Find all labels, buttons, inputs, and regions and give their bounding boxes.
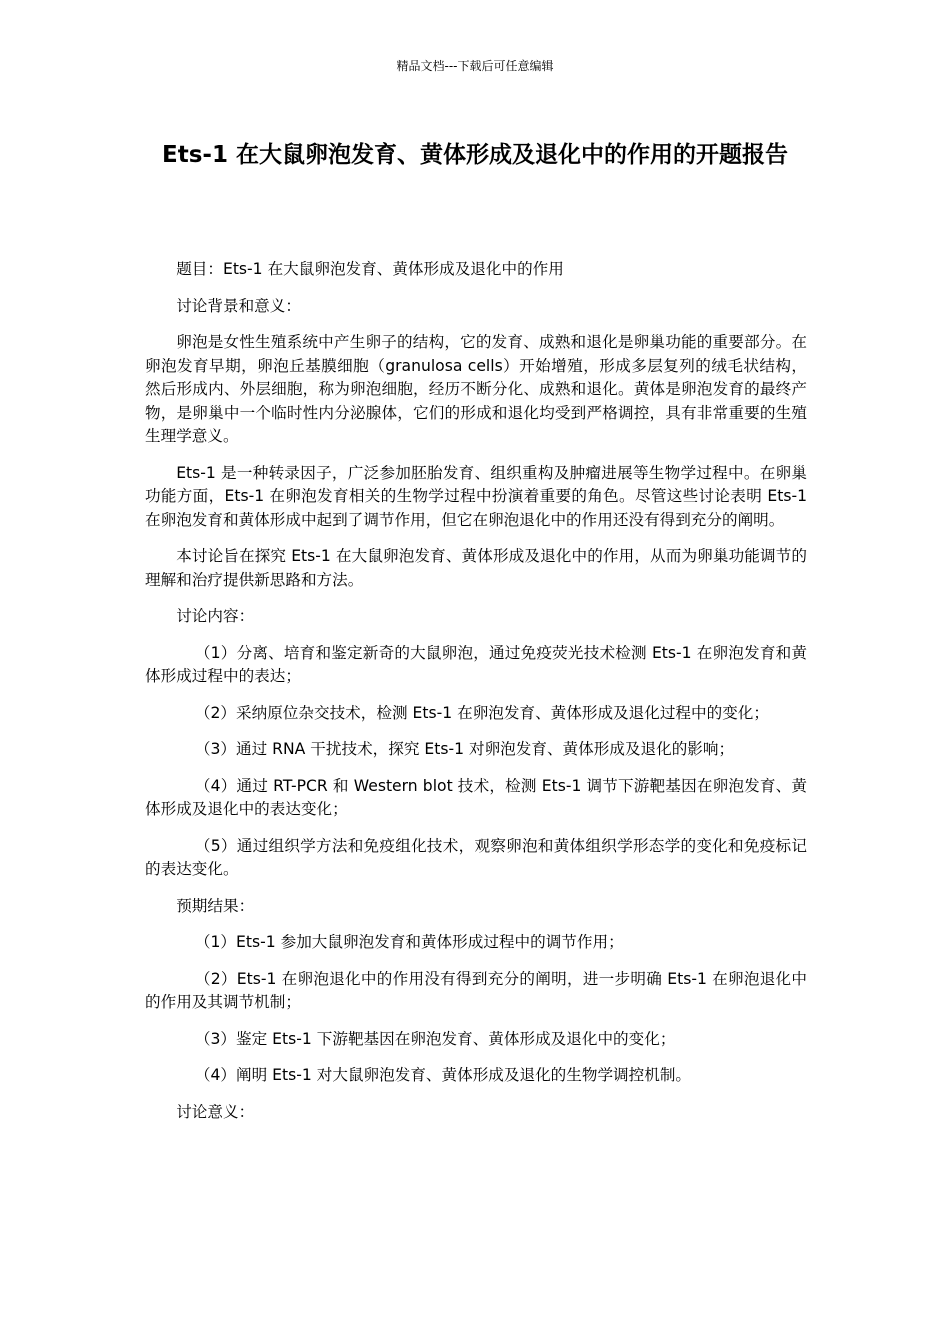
document-title: Ets-1 在大鼠卵泡发育、黄体形成及退化中的作用的开题报告 [162, 142, 788, 168]
content-heading: 讨论内容： [176, 607, 255, 625]
page-header-watermark: 精品文档---下载后可任意编辑 [396, 59, 554, 73]
results-heading: 预期结果： [176, 896, 255, 915]
content-item: （5）通过组织学方法和免疫组化技术，观察卵泡和黄体组织学形态学的变化和免疫标记的表达变化。 [145, 836, 807, 878]
content-item: （2）采纳原位杂交技术，检测 Ets-1 在卵泡发育、黄体形成及退化过程中的变化； [194, 703, 769, 722]
results-item: （4）阐明 Ets-1 对大鼠卵泡发育、黄体形成及退化的生物学调控机制。 [194, 1066, 692, 1084]
background-paragraph: Ets-1 是一种转录因子，广泛参加胚胎发育、组织重构及肿瘤进展等生物学过程中。在卵巢功能方面，Ets-1 在卵泡发育相关的生物学过程中扮演着重要的角色。尽管这些讨论表明 Ets-1 在卵泡发育和黄体形成中起到了调节作用，但它在卵泡退化中的作用还没有得到充分的阐明。 [145, 463, 807, 529]
background-heading: 讨论背景和意义： [176, 296, 301, 315]
topic-line: 题目：Ets-1 在大鼠卵泡发育、黄体形成及退化中的作用 [176, 260, 564, 278]
content-item: （4）通过 RT-PCR 和 Western blot 技术，检测 Ets-1 调节下游靶基因在卵泡发育、黄体形成及退化中的表达变化； [145, 776, 807, 818]
content-item: （3）通过 RNA 干扰技术，探究 Ets-1 对卵泡发育、黄体形成及退化的影响； [194, 740, 735, 758]
background-paragraph: 本讨论旨在探究 Ets-1 在大鼠卵泡发育、黄体形成及退化中的作用，从而为卵巢功能调节的理解和治疗提供新思路和方法。 [145, 547, 807, 589]
content-item: （1）分离、培育和鉴定新奇的大鼠卵泡，通过免疫荧光技术检测 Ets-1 在卵泡发育和黄体形成过程中的表达； [145, 643, 807, 685]
background-paragraph: 卵泡是女性生殖系统中产生卵子的结构，它的发育、成熟和退化是卵巢功能的重要部分。在卵泡发育早期，卵泡丘基膜细胞（granulosa cells）开始增殖，形成多层复列的绒毛状结构，然后形成内、外层细胞，称为卵泡细胞，经历不断分化、成熟和退化。黄体是卵泡发育的最终产物，是卵巢中一个临时性内分泌腺体，它们的形成和退化均受到严格调控，具有非常重要的生殖生理学意义。 [145, 333, 807, 445]
significance-heading: 讨论意义： [176, 1102, 255, 1121]
results-item: （1）Ets-1 参加大鼠卵泡发育和黄体形成过程中的调节作用； [194, 933, 624, 951]
results-item: （3）鉴定 Ets-1 下游靶基因在卵泡发育、黄体形成及退化中的变化； [194, 1029, 676, 1048]
results-item: （2）Ets-1 在卵泡退化中的作用没有得到充分的阐明，进一步明确 Ets-1 在卵泡退化中的作用及其调节机制； [145, 969, 807, 1011]
document-body [145, 258, 807, 1137]
